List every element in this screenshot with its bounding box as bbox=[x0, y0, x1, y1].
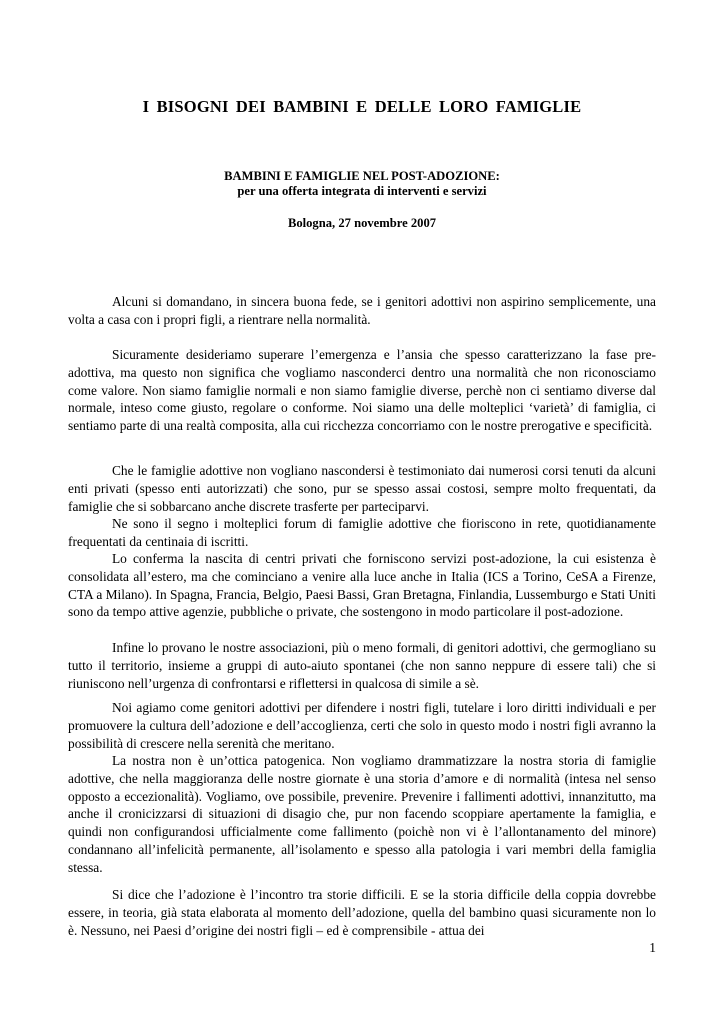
document-title: I BISOGNI DEI BAMBINI E DELLE LORO FAMIGLIE bbox=[142, 97, 582, 116]
paragraph-9: Si dice che l’adozione è l’incontro tra storie difficili. E se la storia difficile della coppia dovrebbe essere, in teoria, già stata elaborata al momento dell’adozione, quella del bambino quasi sicuramente non lo è. Nessuno, nei Paesi d’origine dei nostri figli – ed è comprensibile - attua dei bbox=[68, 887, 656, 938]
paragraph-1: Alcuni si domandano, in sincera buona fede, se i genitori adottivi non aspirino semplicemente, una volta a casa con i propri figli, a rientrare nella normalità. bbox=[68, 294, 656, 327]
paragraph-5: Lo conferma la nascita di centri privati che forniscono servizi post-adozione, la cui esistenza è consolidata all’estero, ma che cominciano a venire alla luce anche in Italia (ICS a Torino, CeSA a Firenze, CTA a Milano). In Spagna, Francia, Belgio, Paesi Bassi, Gran Bretagna, Finlandia, Lussemburgo e Stati Uniti sono da tempo attive agenzie, pubbliche o private, che sostengono in modo particolare il post-adozione. bbox=[68, 551, 656, 620]
page-number: 1 bbox=[649, 940, 656, 955]
document-subtitle: BAMBINI E FAMIGLIE NEL POST-ADOZIONE: bbox=[224, 169, 500, 183]
paragraph-8: La nostra non è un’ottica patogenica. Non vogliamo drammatizzare la nostra storia di famiglie adottive, che nella maggioranza delle nostre giornate è una storia d’amore e di normalità (intesa nel senso opposto a eccezionalità). Vogliamo, ove possibile, prevenire. Prevenire i fallimenti adottivi, innanzitutto, ma anche il cronicizzarsi di situazioni di disagio che, pur non facendo scoppiare apertamente la famiglia, e quindi non configurandosi ufficialmente come fallimento (poichè non vi è l’allontanamento del minore) condannano all’infelicità permanente, all’isolamento e spesso alla patologia i vari membri della famiglia stessa. bbox=[68, 753, 656, 875]
paragraph-7: Noi agiamo come genitori adottivi per difendere i nostri figli, tutelare i loro diritti individuali e per promuovere la cultura dell’adozione e dell’accoglienza, certi che solo in questo modo i nostri figli avranno la possibilità di crescere nella serenità che meritano. bbox=[68, 700, 656, 751]
document-place-date: Bologna, 27 novembre 2007 bbox=[287, 216, 437, 230]
paragraph-4: Ne sono il segno i molteplici forum di famiglie adottive che fioriscono in rete, quotidianamente frequentati da centinaia di iscritti. bbox=[68, 516, 656, 549]
paragraph-3: Che le famiglie adottive non vogliano nascondersi è testimoniato dai numerosi corsi tenuti da alcuni enti privati (spesso enti autorizzati) che sono, pur se spesso assai costosi, sempre molto frequentati, da famiglie che si sobbarcano anche discrete trasferte per parteciparvi. bbox=[68, 463, 656, 514]
paragraph-2: Sicuramente desideriamo superare l’emergenza e l’ansia che spesso caratterizzano la fase pre-adottiva, ma questo non significa che vogliamo nasconderci dentro una normalità che non riconosciamo come valore. Non siamo famiglie normali e non siamo famiglie diverse, perchè non ci sentiamo diverse dal normale, inteso come giusto, regolare o conforme. Noi siamo una delle molteplici ‘varietà’ di famiglia, ci sentiamo parte di una realtà composita, alla cui ricchezza concorriamo con le nostre prerogative e specificità. bbox=[68, 347, 656, 434]
document-subtitle-secondary: per una offerta integrata di interventi e servizi bbox=[237, 184, 487, 198]
paragraph-6: Infine lo provano le nostre associazioni, più o meno formali, di genitori adottivi, che germogliano su tutto il territorio, insieme a gruppi di auto-aiuto spontanei (che non sanno neppure di essere tali) che si riuniscono nell’urgenza di confrontarsi e riflettersi in qualcosa di simile a sè. bbox=[68, 640, 656, 691]
